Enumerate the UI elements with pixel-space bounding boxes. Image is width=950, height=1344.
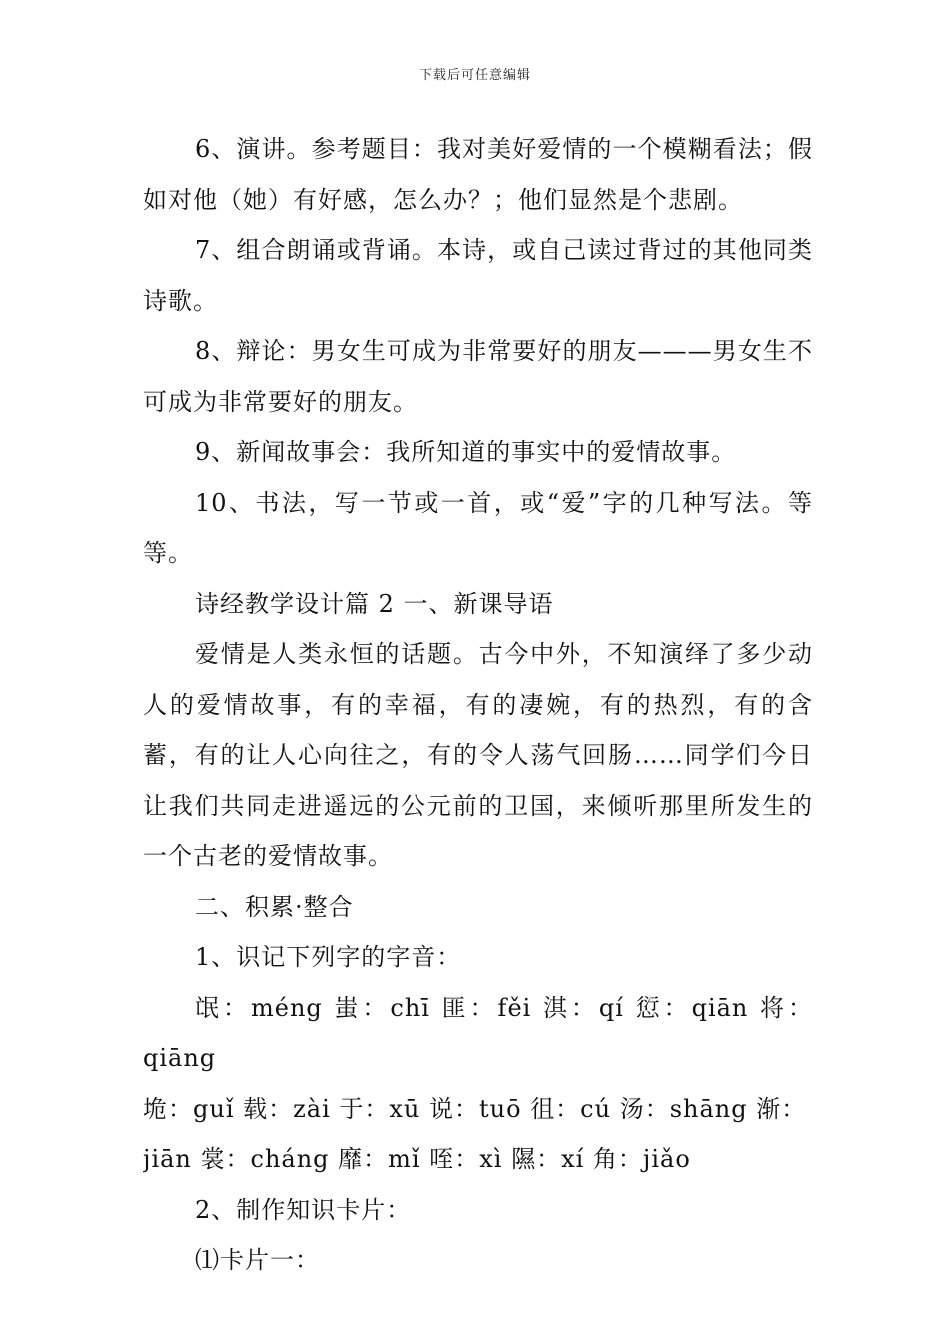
paragraph-pronunciation-task: 1、识记下列字的字音： — [195, 943, 462, 971]
paragraph-card-one: ⑴卡片一： — [195, 1246, 320, 1274]
document-body — [143, 124, 813, 1286]
paragraph-recitation: 7、组合朗诵或背诵。本诗，或自己读过背过的其他同类诗歌。 — [143, 236, 813, 315]
paragraph-calligraphy: 10、书法，写一节或一首，或“爱”字的几种写法。等等。 — [143, 488, 813, 567]
paragraph-introduction: 爱情是人类永恒的话题。古今中外，不知演绎了多少动人的爱情故事，有的幸福，有的凄婉，有的热烈，有的含蓄，有的让人心向往之，有的令人荡气回肠……同学们今日让我们共同走进遥远的公元前的卫国，来倾听那里所发生的一个古老的爱情故事。 — [143, 640, 813, 870]
page-header: 下载后可任意编辑 — [418, 68, 531, 83]
pinyin-line: jiān 裳：cháng 靡：mǐ 咥：xì 隰：xí 角：jiǎo — [143, 1145, 691, 1173]
pinyin-line: 氓：méng 蚩：chī 匪：fěi 淇：qí 愆：qiān 将：qiāng — [143, 993, 813, 1072]
paragraph-knowledge-cards: 2、制作知识卡片： — [195, 1195, 412, 1224]
paragraph-debate: 8、辩论：男女生可成为非常要好的朋友———男女生不可成为非常要好的朋友。 — [143, 337, 813, 416]
section-heading-accumulation: 二、积累·整合 — [195, 892, 354, 921]
paragraph-speech: 6、演讲。参考题目：我对美好爱情的一个模糊看法；假如对他（她）有好感，怎么办？；他们显然是个悲剧。 — [143, 135, 813, 214]
paragraph-story-meeting: 9、新闻故事会：我所知道的事实中的爱情故事。 — [195, 438, 737, 466]
pinyin-line: 垝：guǐ 载：zài 于：xū 说：tuō 徂：cú 汤：shāng 渐： — [143, 1094, 807, 1123]
section-title-lesson-2: 诗经教学设计篇 2 一、新课导语 — [195, 589, 554, 618]
